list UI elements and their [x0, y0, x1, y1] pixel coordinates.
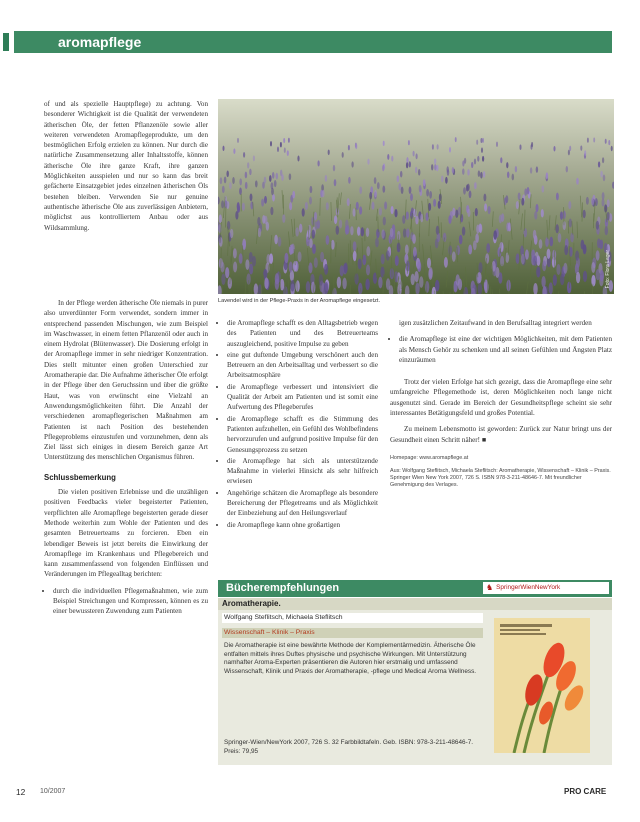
section-marker	[3, 33, 9, 51]
list-item: • die Aromapflege ist eine der wichtigen Möglichkeiten, mit dem Patienten als Mensch Gehör zu schenken und all seinen Gefühlen und Ängsten Platz einzuräumen	[399, 334, 612, 365]
list-item: • eine gut duftende Umgebung verschönert auch den Betreuern an den Arbeitsalltag und verbessert so die Arbeitsatmosphäre	[227, 350, 378, 381]
list-item: • die Aromapflege schafft es die Stimmung des Patienten aufzuhellen, ein Gefühl des Wohlbefindens hervorzurufen und aufgrund positive Impulse für den Genesungsprozess zu setzen	[227, 414, 378, 455]
book-publication-info: Springer-Wien/NewYork 2007, 726 S. 32 Farbbildtafeln. Geb. ISBN: 978-3-211-48646-7. Preis: 79,95	[224, 739, 474, 755]
closing-quote: Zu meinem Lebensmotto ist geworden: Zurück zur Natur bringt uns der Gesundheit einen Schritt näher!	[390, 425, 612, 444]
page-number: 12	[16, 787, 26, 797]
list-item: • die Aromapflege verbessert und intensiviert die Qualität der Arbeit am Patienten und ist somit eine Aufwertung des Pflegeberufes	[227, 382, 378, 413]
book-body	[218, 610, 612, 765]
list-item: • die Aromapflege hat sich als unterstützende Maßnahme in vielerlei Hinsicht als sehr hilfreich erwiesen	[227, 456, 378, 487]
article-paragraph: Trotz der vielen Erfolge hat sich gezeigt, dass die Aromapflege eine sehr umfangreiche Pflegemethode ist, deren Möglichkeiten noch lange nicht ausgenutzt sind. Gerade im Bereich der Gesundheitspflege scheint sie sehr interessantes Betätigungsfeld und großes Potential.	[390, 378, 612, 418]
book-cover-art	[494, 618, 590, 753]
article-paragraph: igen zusätzlichen Zeitaufwand in den Berufsalltag integriert werden	[399, 319, 592, 327]
article-column-1-bottom	[44, 298, 208, 618]
article-paragraph	[390, 424, 612, 445]
list-item: • die Aromapflege schafft es den Alltagsbetrieb wegen des Patienten und des Betreuerteams auszugleichend, positive Impulse zu geben	[227, 318, 378, 349]
magazine-brand: PRO CARE	[564, 787, 607, 796]
publisher-badge	[483, 582, 609, 594]
springer-horse-icon: ♞	[486, 583, 494, 592]
section-heading: Schlussbemerkung	[44, 472, 116, 482]
book-description: Die Aromatherapie ist eine bewährte Methode der Komplementärmedizin. Ätherische Öle entfalten mittels ihres Duftes physische und psychische Wirkungen. Mit Unterstützung namhafter Aroma-Experten präsentieren die Autoren hier erstmalig und umfassend Wissenschaft, Klinik und Praxis der Aromatherapie, -pflege und Medical Aroma Wellness.	[224, 642, 477, 675]
book-recommendation-box	[218, 580, 612, 765]
list-item: • die Aromapflege kann ohne großartigen	[227, 520, 378, 530]
bullet-list	[44, 586, 208, 617]
list-item: • Angehörige schätzen die Aromapflege als besondere Bereicherung der Pflegetreams und als Möglichkeit der Einbeziehung auf den Heilungsverlauf	[227, 488, 378, 519]
bullet-list	[390, 334, 612, 365]
book-box-title: Bücherempfehlungen	[226, 582, 340, 594]
article-column-2	[218, 318, 378, 531]
article-paragraph: Die vielen positiven Erlebnisse und die unzähligen positiven Feedbacks vieler begeisterter Patienten, verpflichten alle Aromapflege begeisterten gerade dieser Methode weiterhin zum Wohle der Patienten und des gesamten Betreuerteams zu forcieren. Eben ein lebendiger Beweis ist jetzt bereits die Einwirkung der Aromapflege im Krankenhaus und Pflegebereich und kann zusammenfassend von folgenden Einflüssen und Veränderungen im Pflegealltag berichten:	[44, 488, 208, 579]
bullet-list	[218, 318, 378, 530]
photo-caption: Lavendel wird in der Pflege-Praxis in der Aromapflege eingesetzt.	[218, 298, 380, 304]
book-box-header	[218, 580, 612, 597]
section-title: aromapflege	[58, 34, 142, 50]
book-subtitle: Wissenschaft – Klinik – Praxis	[222, 628, 483, 638]
book-cover-image	[494, 618, 590, 753]
book-authors: Wolfgang Steflitsch, Michaela Steflitsch	[222, 613, 483, 623]
book-title: Aromatherapie.	[222, 599, 281, 608]
article-column-1-top	[44, 99, 208, 239]
issue-date: 10/2007	[40, 788, 66, 795]
list-item: • durch die individuellen Pflegemaßnahmen, wie zum Beispiel Streichungen und Kompressen, können es zu einer bewussteren Zuwendung zum Patienten	[53, 586, 208, 617]
article-paragraph: In der Pflege werden ätherische Öle niemals in purer also unverdünnter Form verwendet, sondern immer in entsprechend passenden Mischungen, wie zum Beispiel im Waschwasser, in einem fetten Pflanzenöl oder auch in einem Hydrolat (Blütenwasser). Die Dosierung erfolgt in der Aromapflege immer in sehr niedriger Konzentration. Dies stellt mitunter einen großen Unterschied zur Aromatherapie dar. Die Aufnahme ätherischer Öle erfolgt in der Pflege über den Geruchssinn und über die größte Haut, was von erwünscht eine Vielzahl an Anwendungsmöglichkeiten führt. Die Anzahl der verschiedenen aromapflegerischen Maßnahmen am Patienten ist nach Position des bestehenden Pflegeproblems einzustufen und vorzunehmen, denn als Ziel lässt sich einiges in diesem Bereich ganze Art Unterstützung des menschlichen Organismus führen.	[44, 299, 208, 462]
end-mark-icon: ■	[481, 435, 487, 444]
lavender-field-image	[218, 99, 614, 294]
section-banner	[14, 31, 612, 53]
publisher-name: SpringerWienNewYork	[496, 584, 561, 591]
photo-credit: Foto: Flora Lager	[605, 249, 611, 288]
article-paragraph: of und als spezielle Hauptpflege) zu achtung. Von besonderer Wichtigkeit ist die Qualität der verwendeten ätherischen Öle, der fetten Pflanzenöle sowie aller weiteren verwendeten Aromapflegeprodukte, um den bestmöglichen Erfolg erzielen zu können. Nur durch die natürliche Zusammensetzung aller Inhaltsstoffe, können ätherische Öle ihre ganze Kraft, ihre ganzen Möglichkeiten ausspielen und nur so kann das breit gefächerte Einsatzgebiet jedes einzelnen ätherischen Öls bestehen bleiben. Verwenden Sie nur genuine authentische ätherische Öle aus zuverlässigen Anbietern, möglichst aus kontrolliertem Anbau oder aus Wildsammlung.	[44, 100, 208, 232]
book-title-bar	[218, 598, 612, 610]
article-column-3	[390, 318, 612, 495]
homepage-link[interactable]: Homepage: www.aromapflege.at	[390, 454, 469, 461]
source-note: Aus: Wolfgang Steflitsch, Michaela Steflitsch: Aromatherapie, Wissenschaft – Klinik – Praxis. Springer Wien New York 2007, 726 S. ISBN 978-3-211-48646-7. Mit freundlicher Genehmigung des Verlages.	[390, 467, 611, 488]
lavender-photo	[218, 99, 614, 294]
